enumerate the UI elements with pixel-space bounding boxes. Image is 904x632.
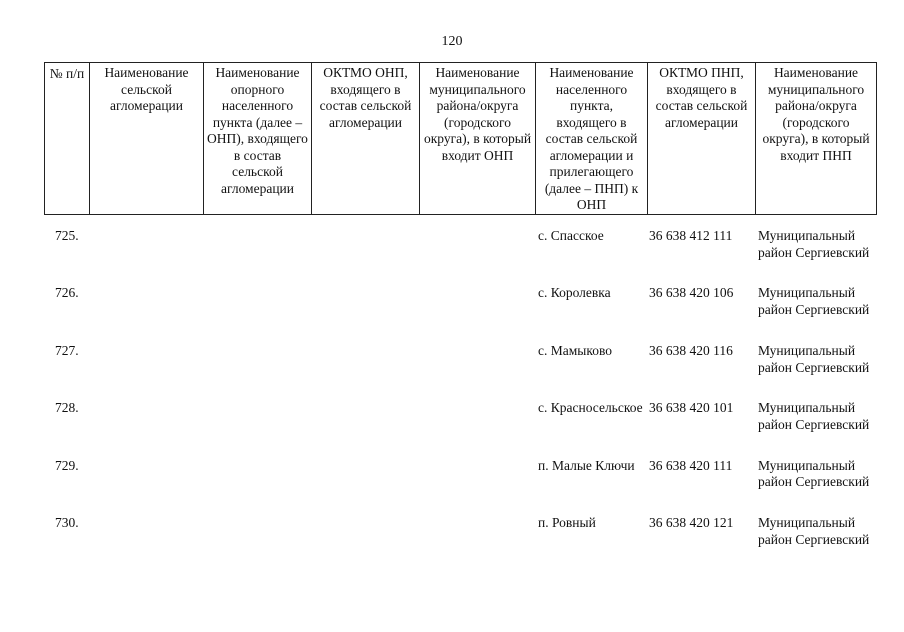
table-row <box>44 515 876 572</box>
settlement-district: Муниципальный район Сергиевский <box>758 285 870 318</box>
header-base-settlement-oktmo: ОКТМО ОНП, входящего в состав сельской агломерации <box>312 63 420 215</box>
row-number: 726. <box>55 285 79 301</box>
table-body <box>44 228 876 572</box>
header-adjacent-settlement-name: Наименование населенного пункта, входящего в состав сельской агломерации и прилегающего (далее – ПНП) к ОНП <box>536 63 648 215</box>
settlement-oktmo: 36 638 420 101 <box>649 400 734 416</box>
settlement-oktmo: 36 638 412 111 <box>649 228 733 243</box>
table-row <box>44 285 876 342</box>
settlement-oktmo: 36 638 420 106 <box>649 285 734 301</box>
table-row <box>44 458 876 515</box>
page-number: 120 <box>441 34 463 49</box>
settlement-oktmo: 36 638 420 111 <box>649 457 733 473</box>
settlement-name: с. Королевка <box>538 285 611 301</box>
settlement-name: п. Малые Ключи <box>538 457 635 473</box>
settlement-district: Муниципальный район Сергиевский <box>758 342 870 375</box>
settlement-name: с. Спасское <box>538 228 604 243</box>
table-row <box>44 343 876 400</box>
settlement-name: с. Мамыково <box>538 342 613 358</box>
table-header <box>44 62 877 215</box>
row-number: 728. <box>55 400 79 416</box>
settlement-name: с. Красносельское <box>538 400 643 416</box>
row-number: 730. <box>55 514 79 530</box>
header-adjacent-settlement-district: Наименование муниципального района/округа (городского округа), в который входит ПНП <box>756 63 877 215</box>
row-number: 729. <box>55 457 79 473</box>
table-row <box>44 400 876 457</box>
header-base-settlement-district: Наименование муниципального района/округа (городского округа), в который входит ОНП <box>420 63 536 215</box>
settlement-district: Муниципальный район Сергиевский <box>758 400 870 432</box>
header-number: № п/п <box>45 63 90 215</box>
header-base-settlement-name: Наименование опорного населенного пункта (далее – ОНП), входящего в состав сельской агломерации <box>204 63 312 215</box>
header-adjacent-settlement-oktmo: ОКТМО ПНП, входящего в состав сельской агломерации <box>648 63 756 215</box>
table-row <box>44 228 876 285</box>
settlement-oktmo: 36 638 420 121 <box>649 514 734 530</box>
settlement-oktmo: 36 638 420 116 <box>649 342 733 358</box>
row-number: 725. <box>55 228 79 243</box>
settlement-district: Муниципальный район Сергиевский <box>758 457 870 490</box>
settlement-district: Муниципальный район Сергиевский <box>758 228 870 260</box>
header-agglomeration-name: Наименование сельской агломерации <box>90 63 204 215</box>
settlement-name: п. Ровный <box>538 514 596 530</box>
settlement-district: Муниципальный район Сергиевский <box>758 514 870 547</box>
row-number: 727. <box>55 342 79 358</box>
